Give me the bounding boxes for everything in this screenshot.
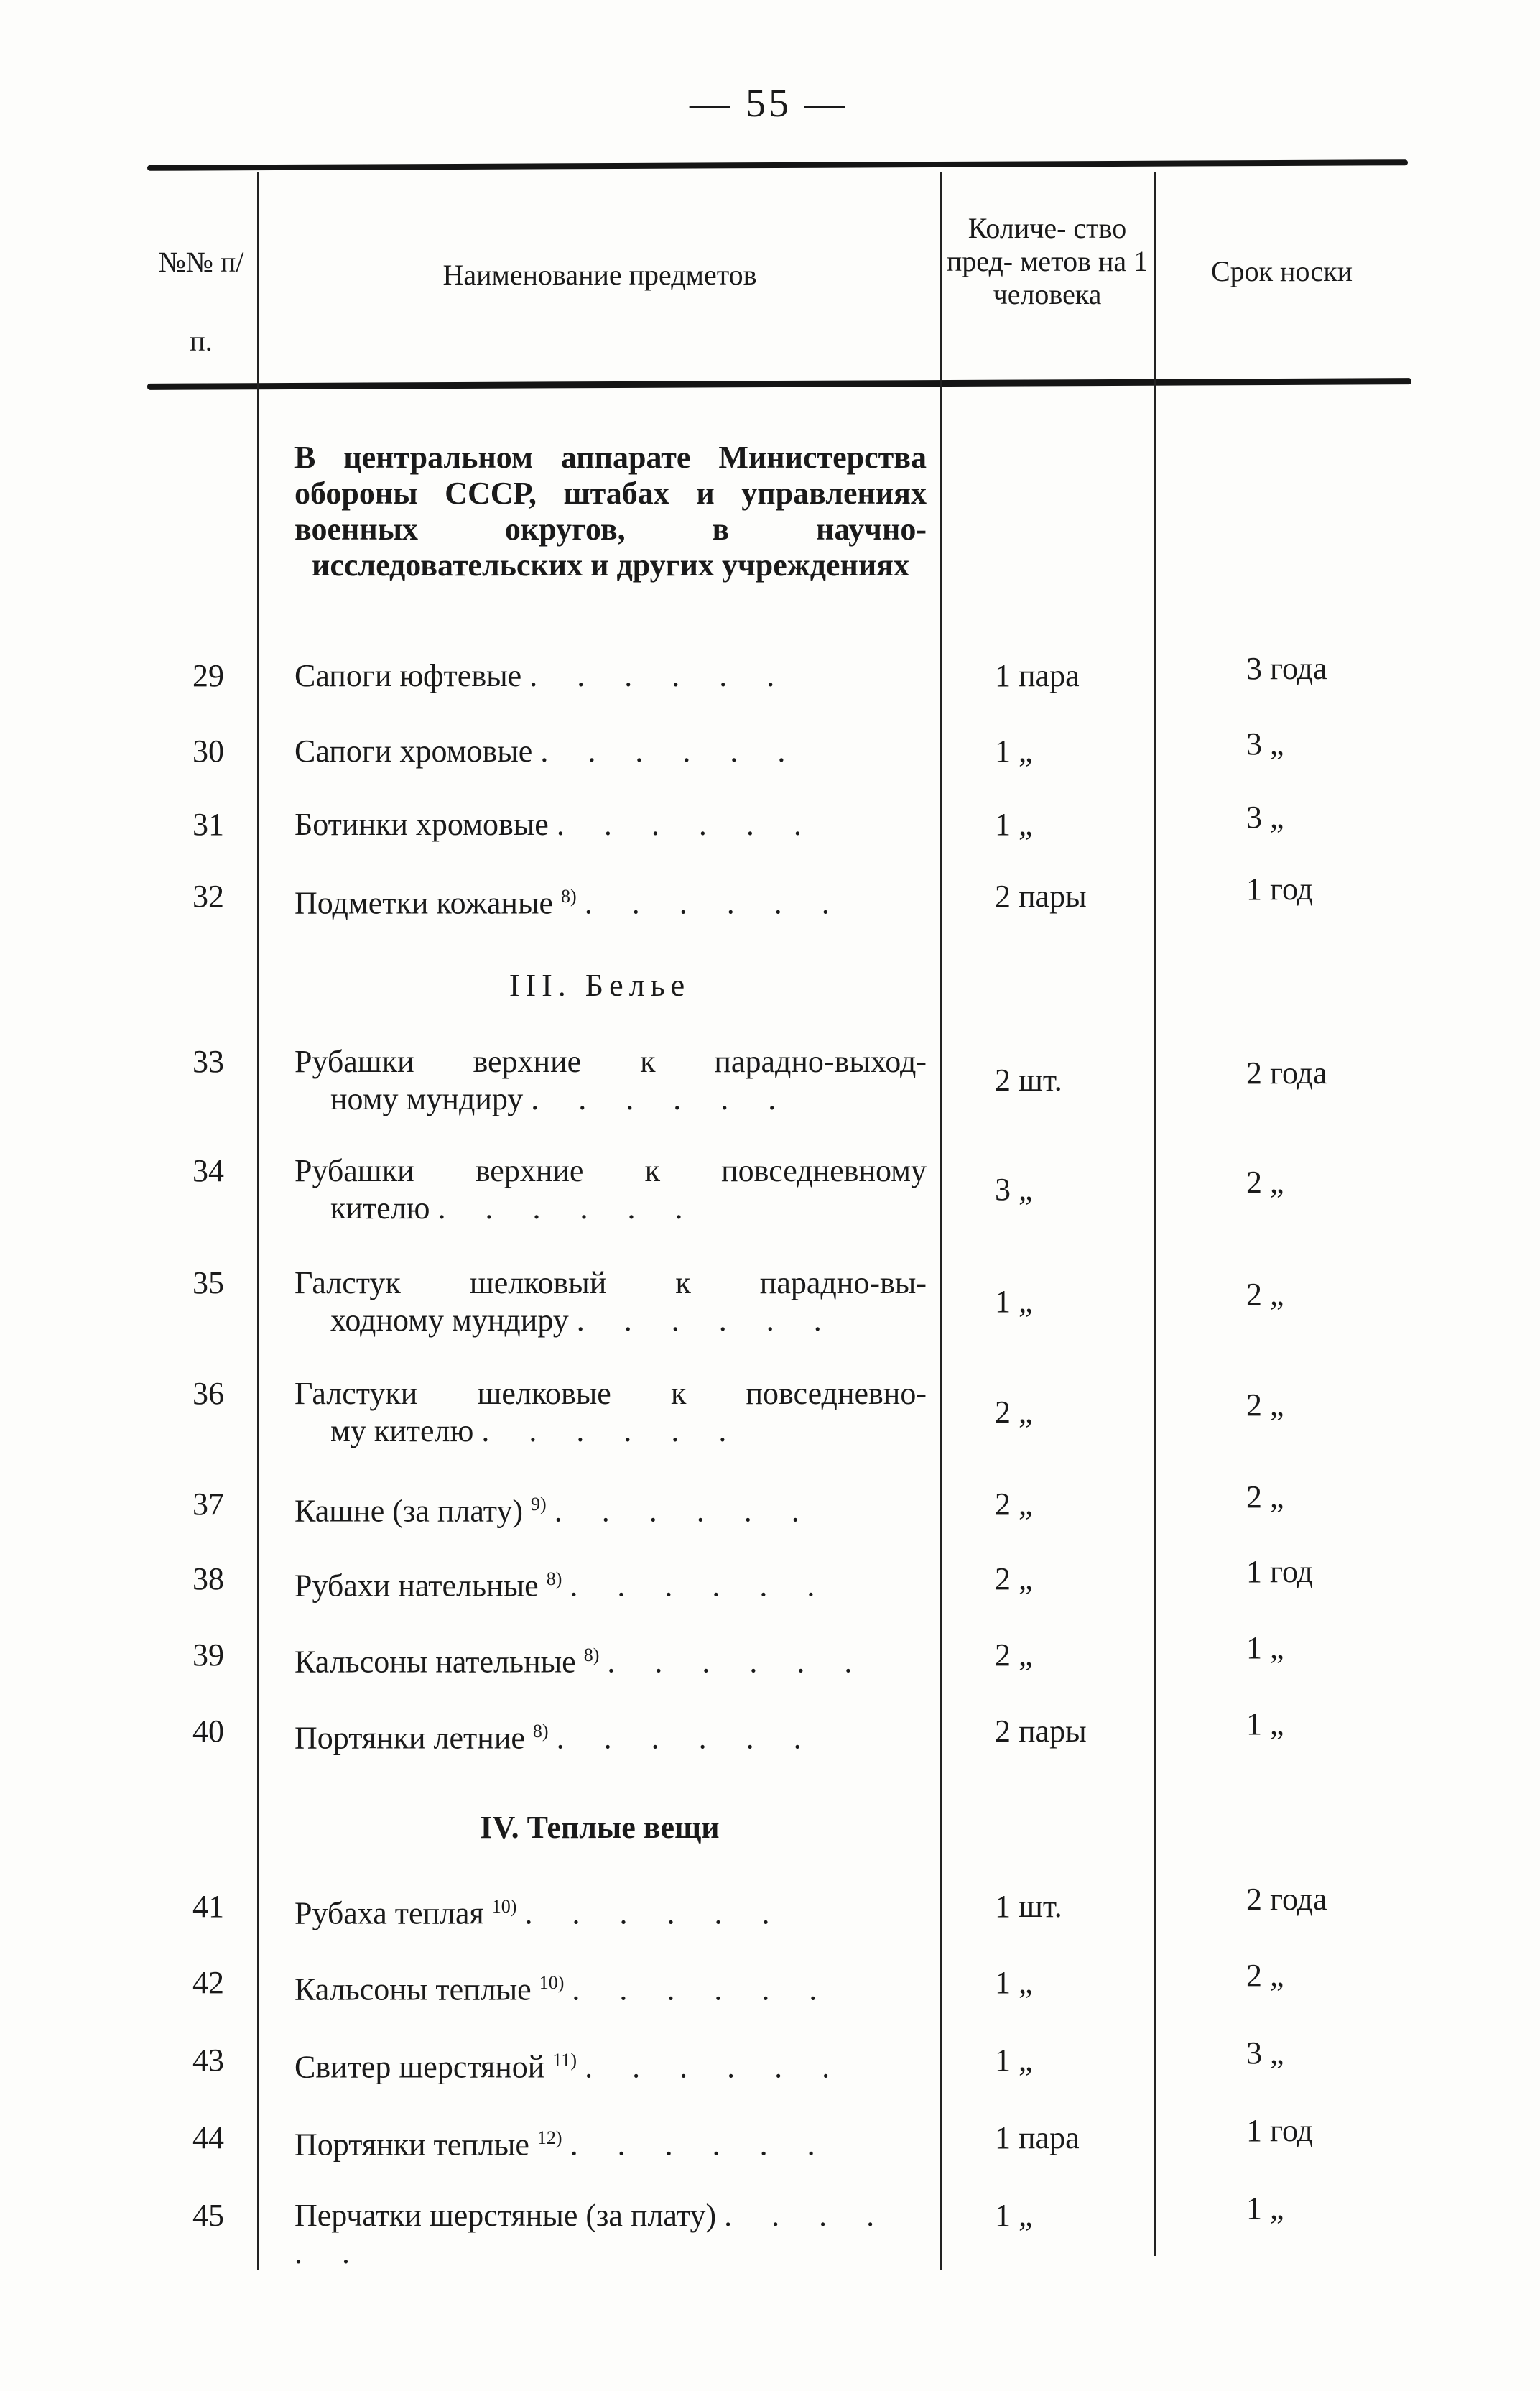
item-wear-term: 2 года [1246,1055,1327,1091]
item-number: 44 [192,2120,224,2155]
header-quantity: Количе- ство пред- метов на 1 человека [946,212,1149,310]
item-quantity: 2 „ [995,1561,1033,1596]
item-number: 39 [192,1637,224,1673]
item-name: Свитер шерстяной [294,2049,545,2085]
item-wear-term: 3 „ [1246,800,1284,835]
footnote-ref: 11) [552,2050,578,2071]
leader-dots: . . . . . . [584,885,845,921]
header-number: №№ п/п. [158,246,244,357]
item-wear-term: 3 „ [1246,726,1284,762]
leader-dots: . . . . . . [570,2127,831,2163]
item-name: Рубашки верхние к повседневному [294,1153,927,1188]
item-wear-term: 2 „ [1246,1387,1284,1423]
item-wear-term: 1 год [1246,871,1314,907]
item-number: 36 [192,1376,224,1411]
item-number: 34 [192,1153,224,1188]
item-quantity: 2 „ [995,1486,1033,1522]
item-number: 31 [192,807,224,842]
leader-dots: . . . . . . [531,1081,792,1116]
item-name-cell [294,806,927,843]
leader-dots: . . . . . . [576,1303,838,1338]
item-name: Портянки летние [294,1720,525,1756]
item-number: 41 [192,1889,224,1924]
item-number: 40 [192,1714,224,1749]
section-heading-underwear: III. Белье [509,968,691,1003]
item-name: Рубашки верхние к парадно-выход- [294,1044,927,1079]
header-item-name: Наименование предметов [442,259,757,291]
leader-dots: . . . . . . [572,1971,833,2007]
item-quantity: 1 „ [995,807,1033,842]
leader-dots: . . . . . . [437,1190,699,1226]
item-name-cell [294,1375,927,1450]
item-number: 35 [192,1265,224,1300]
item-wear-term: 1 „ [1246,1630,1284,1665]
item-name: Сапоги юфтевые [294,658,522,693]
item-number: 29 [192,658,224,693]
leader-dots: . . . . . . [607,1644,868,1680]
item-quantity: 2 „ [995,1637,1033,1673]
item-wear-term: 1 год [1246,2113,1314,2148]
item-number: 37 [192,1486,224,1522]
item-quantity: 2 „ [995,1395,1033,1430]
page-number: — 55 — [690,81,848,126]
item-quantity: 1 „ [995,2198,1033,2233]
item-name: Перчатки шерстяные (за плату) [294,2198,717,2233]
item-number: 45 [192,2198,224,2233]
item-quantity: 1 „ [995,1965,1033,2000]
table-header-rule [147,378,1411,390]
item-number: 32 [192,879,224,914]
column-divider [940,172,942,2270]
leader-dots: . . . . . . [554,1493,815,1529]
item-name: Портянки теплые [294,2127,529,2163]
footnote-ref: 8) [561,886,577,907]
item-quantity: 1 „ [995,734,1033,769]
leader-dots: . . . . . . [570,1568,831,1604]
item-wear-term: 2 „ [1246,1277,1284,1312]
leader-dots: . . . . . . [540,734,802,769]
item-name-continued: му кителю [330,1413,474,1448]
item-name-cell [294,657,927,695]
item-number: 30 [192,734,224,769]
leader-dots: . . . . . . [481,1413,743,1448]
item-number: 43 [192,2043,224,2078]
leader-dots: . . . . . . [556,807,817,842]
item-name-cell [294,1152,927,1227]
footnote-ref: 12) [537,2127,562,2148]
item-quantity: 2 пары [995,1714,1087,1749]
item-wear-term: 1 год [1246,1554,1314,1589]
item-quantity: 2 шт. [995,1063,1062,1098]
table-top-rule [147,159,1408,171]
leader-dots: . . . . . . [294,2198,891,2270]
item-name-cell [294,1560,927,1605]
item-number: 33 [192,1044,224,1079]
item-name-cell [294,1713,927,1757]
item-name-cell [294,1637,927,1681]
item-quantity: 1 „ [995,2043,1033,2078]
item-wear-term: 1 „ [1246,2191,1284,2226]
item-name: Рубахи нательные [294,1568,539,1604]
item-name-continued: ному мундиру [330,1081,524,1116]
item-quantity: 1 пара [995,2120,1080,2155]
footnote-ref: 8) [532,1721,549,1742]
item-name-cell [294,733,927,770]
item-name: Кашне (за плату) [294,1493,524,1529]
item-quantity: 1 шт. [995,1889,1062,1924]
item-name: Галстуки шелковые к повседневно- [294,1376,927,1411]
item-name-cell [294,1043,927,1118]
item-number: 42 [192,1965,224,2000]
footnote-ref: 10) [539,1972,565,1993]
leader-dots: . . . . . . [585,2049,846,2085]
item-wear-term: 2 „ [1246,1165,1284,1200]
item-quantity: 1 „ [995,1284,1033,1319]
leader-dots: . . . . . . [556,1720,817,1756]
item-name-cell [294,1964,927,2009]
item-quantity: 3 „ [995,1172,1033,1207]
item-quantity: 1 пара [995,658,1080,693]
item-wear-term: 2 „ [1246,1958,1284,1993]
leader-dots: . . . . . . [524,1895,786,1931]
item-name-cell [294,2119,927,2164]
item-name-cell [294,1264,927,1339]
item-name: Подметки кожаные [294,885,554,921]
leader-dots: . . . . . . [529,658,791,693]
item-name-cell [294,878,927,922]
item-name: Кальсоны нательные [294,1644,576,1680]
header-wear-term: Срок носки [1210,255,1353,287]
item-name: Сапоги хромовые [294,734,533,769]
item-name-continued: ходному мундиру [330,1303,569,1338]
item-wear-term: 2 „ [1246,1479,1284,1514]
item-name-cell [294,2197,927,2272]
item-wear-term: 1 „ [1246,1706,1284,1742]
section-heading-warm-clothes: IV. Теплые вещи [480,1810,720,1845]
column-divider [1154,172,1156,2256]
item-number: 38 [192,1561,224,1596]
section-intro: В центральном аппарате Министерства обороны СССР, штабах и управлениях военных округов, в научно-исследовательских и других учреждениях [294,440,927,583]
item-name: Галстук шелковый к парадно-вы- [294,1265,927,1300]
item-wear-term: 3 „ [1246,2035,1284,2071]
item-wear-term: 3 года [1246,651,1327,686]
footnote-ref: 9) [531,1494,547,1514]
item-name: Рубаха теплая [294,1895,484,1931]
footnote-ref: 10) [491,1896,517,1917]
item-name-continued: кителю [330,1190,430,1226]
item-wear-term: 2 года [1246,1882,1327,1917]
item-name-cell [294,1486,927,1530]
item-name-cell [294,2042,927,2086]
footnote-ref: 8) [583,1645,600,1665]
column-divider [257,172,259,2270]
item-name-cell [294,1888,927,1933]
item-name: Ботинки хромовые [294,807,549,842]
item-quantity: 2 пары [995,879,1087,914]
item-name: Кальсоны теплые [294,1971,532,2007]
footnote-ref: 8) [546,1568,562,1589]
